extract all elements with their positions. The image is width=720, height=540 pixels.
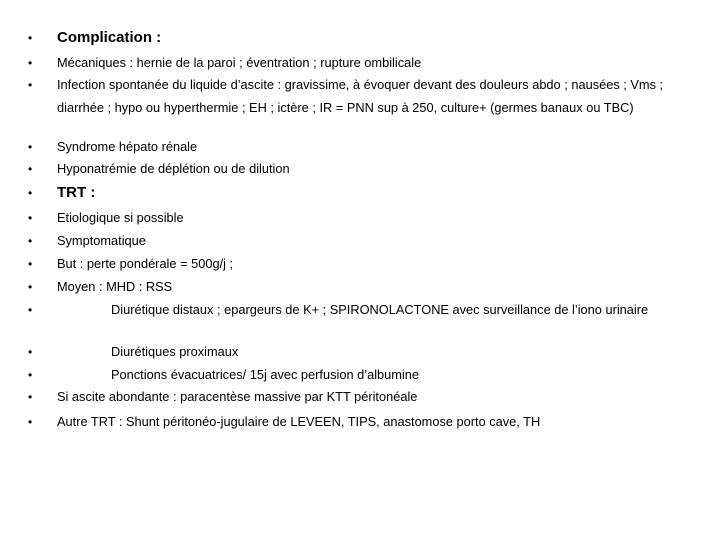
item-text: Ponctions évacuatrices/ 15j avec perfusion d’albumine [111,367,420,382]
bullet-icon: • [28,211,33,225]
bullet-icon: • [28,303,33,317]
bullet-icon: • [28,162,33,176]
item-text: Moyen : MHD : RSS [57,279,173,294]
list-item-trt-heading [28,182,700,204]
list-item [28,230,700,252]
bullet-icon: • [28,390,33,404]
bullet-icon: • [28,345,33,359]
item-text: But : perte pondérale = 500g/j ; [57,256,234,271]
item-text-indented [57,299,675,322]
bullet-icon: • [28,56,33,70]
item-text: Diurétiques proximaux [111,344,239,359]
item-text: Mécaniques : hernie de la paroi ; éventration ; rupture ombilicale [57,55,422,70]
item-text: Autre TRT : Shunt péritonéo-jugulaire de LEVEEN, TIPS, anastomose porto cave, TH [57,414,541,429]
list-item [28,136,700,158]
list-item [28,386,700,408]
bullet-icon: • [28,186,33,200]
list-item [28,74,700,119]
list-item [28,276,700,298]
item-text: Hyponatrémie de déplétion ou de dilution [57,161,290,176]
bullet-icon: • [28,415,33,429]
bullet-icon: • [28,257,33,271]
list-item [28,52,700,74]
item-text: Syndrome hépato rénale [57,139,198,154]
bullet-icon: • [28,140,33,154]
list-item [28,364,700,386]
bullet-icon: • [28,280,33,294]
heading-trt: TRT : [57,184,96,201]
list-item [28,299,700,322]
list-item [28,341,700,363]
item-text: Si ascite abondante : paracentèse massive par KTT péritonéale [57,389,418,404]
heading-complication: Complication : [57,29,162,46]
bullet-icon: • [28,368,33,382]
bullet-icon: • [28,78,33,92]
list-item [28,207,700,229]
list-item-complication-heading [28,27,700,49]
item-text: Etiologique si possible [57,210,184,225]
item-text: Diurétique distaux ; epargeurs de K+ ; SPIRONOLACTONE avec surveillance de l’iono urinaire [111,302,649,317]
bullet-icon: • [28,234,33,248]
item-text: Infection spontanée du liquide d’ascite : gravissime, à évoquer devant des douleurs abdo ; nausées ; Vms ; diarrhée ; hypo ou hyperthermie ; EH ; ictère ; IR = PNN sup à 250, culture+ (germes banaux ou TBC) [57,77,664,115]
item-text: Symptomatique [57,233,146,248]
list-item [28,158,700,180]
list-item [28,253,700,275]
bullet-icon: • [28,31,33,45]
list-item [28,411,700,433]
